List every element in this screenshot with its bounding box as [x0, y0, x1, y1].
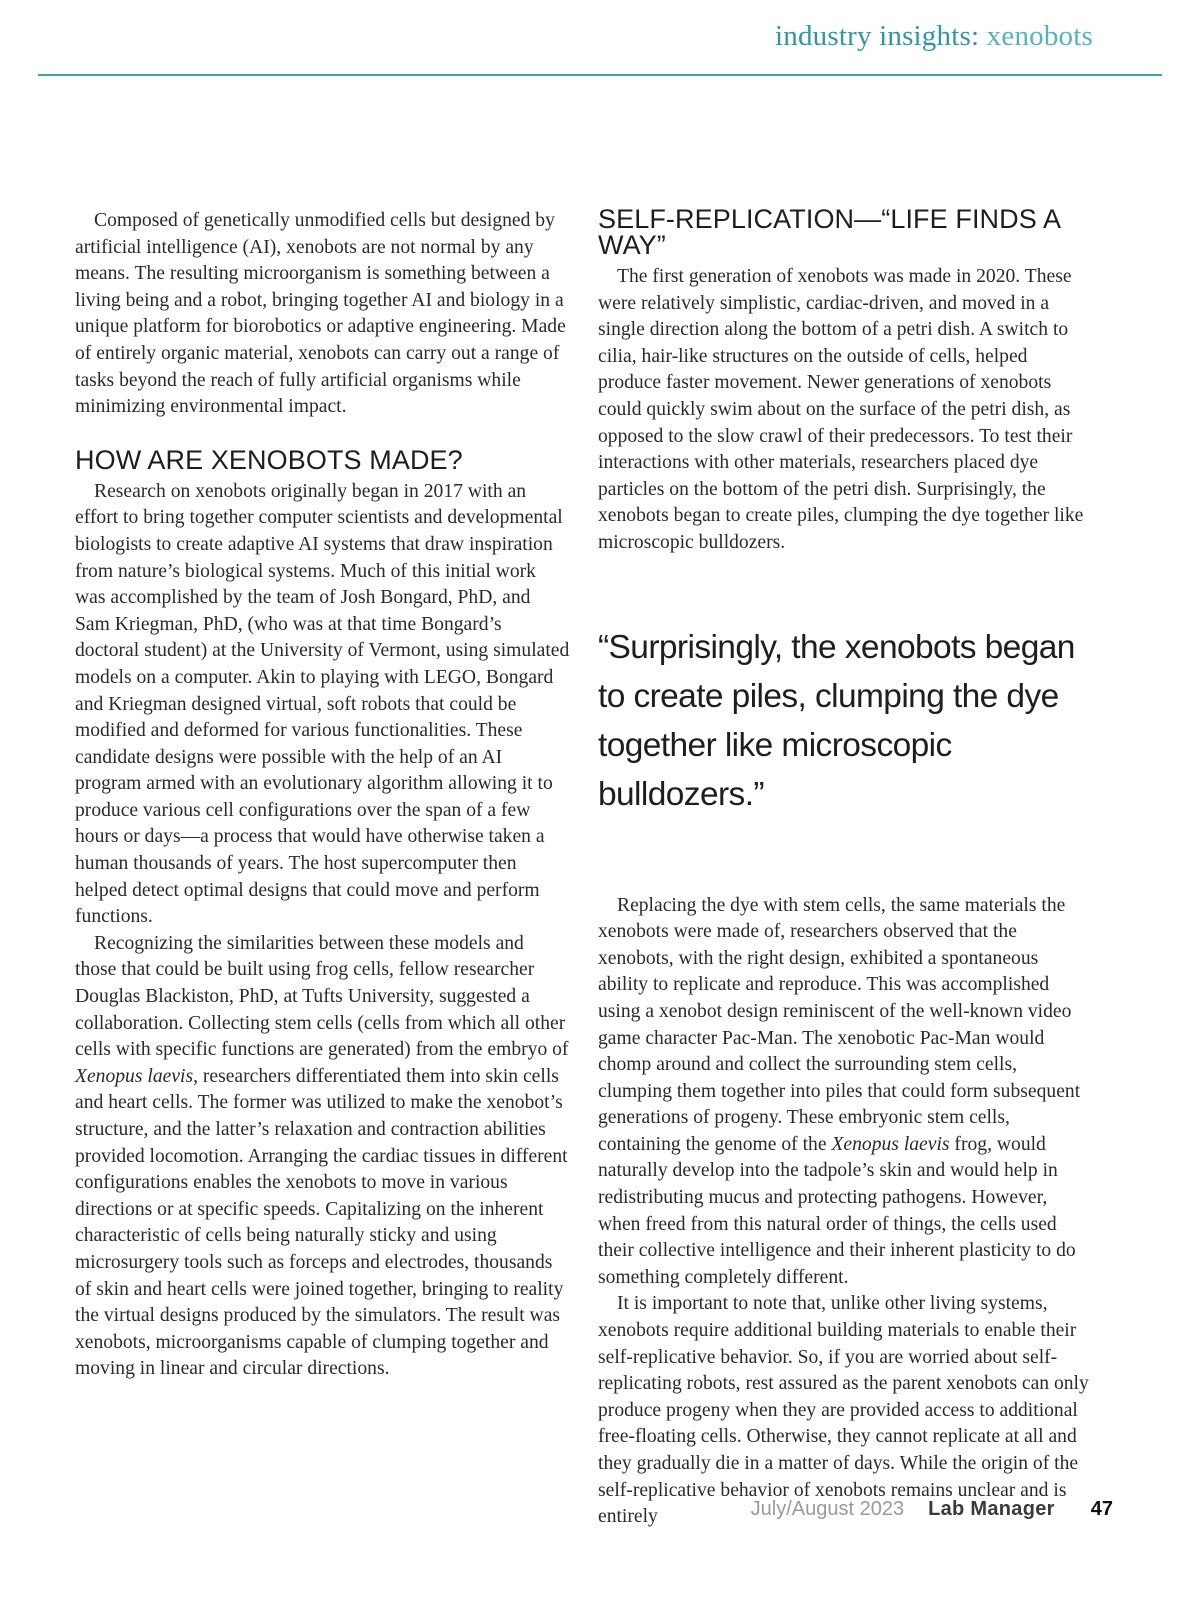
section-heading-how-made: HOW ARE XENOBOTS MADE? [75, 444, 463, 475]
text-run: Replacing the dye with stem cells, the same materials the xenobots were made of, researchers observed that the xenobots, with the right design, exhibited a spontaneous ability to replicate and reproduce. This was accomplished using a xenobot design reminiscent of the well-known video game character Pac-Man. The xenobotic Pac-Man would chomp around and collect the surrounding stem cells, clumping them together into piles that could form subsequent generations of progeny. These embryonic stem cells, containing the genome of the [598, 894, 1081, 1155]
species-name: Xenopus laevis [831, 1133, 950, 1155]
text-run: frog, would naturally develop into the tadpole’s skin and would help in redistributing mucus and protecting pathogens. However, when freed from this natural order of things, the cells used their collective intelligence and their inherent plasticity to do something completely different. [598, 1133, 1076, 1288]
species-name: Xenopus laevis [75, 1065, 194, 1087]
section-heading-self-replication: SELF-REPLICATION—“LIFE FINDS A WAY” [598, 204, 1060, 260]
magazine-name: Lab Manager [928, 1498, 1055, 1520]
right-column [598, 204, 1093, 1531]
page-number: 47 [1090, 1498, 1113, 1520]
body-paragraph [75, 931, 570, 1383]
section-topic: xenobots [986, 20, 1093, 52]
text-run: Recognizing the similarities between these models and those that could be built using frog cells, fellow researcher Douglas Blackiston, PhD, at Tufts University, suggested a collaboration. Collecting stem cells (cells from which all other cells with specific functions are generated) from the embryo of [75, 932, 569, 1061]
page-footer [751, 1498, 1113, 1521]
section-label: industry insights: [775, 20, 980, 52]
header-divider [38, 74, 1162, 76]
text-run: , researchers differentiated them into skin cells and heart cells. The former was utilized to make the xenobot’s structure, and the latter’s relaxation and contraction abilities provided locomotion. Arranging the cardiac tissues in different configurations enables the xenobots to move in various directions or at specific speeds. Capitalizing on the inherent characteristic of cells being naturally sticky and using microsurgery tools such as forceps and electrodes, thousands of skin and heart cells were joined together, bringing to reality the virtual designs produced by the simulators. The result was xenobots, microorganisms capable of clumping together and moving in linear and circular directions. [75, 1065, 568, 1380]
issue-date: July/August 2023 [750, 1498, 905, 1520]
body-paragraph [598, 893, 1093, 1292]
body-paragraph: The first generation of xenobots was made in 2020. These were relatively simplistic, cardiac-driven, and moved in a single direction along the bottom of a petri dish. A switch to cilia, hair-like structures on the outside of cells, helped produce faster movement. Newer generations of xenobots could quickly swim about on the surface of the petri dish, as opposed to the slow crawl of their predecessors. To test their interactions with other materials, researchers placed dye particles on the bottom of the petri dish. Surprisingly, the xenobots began to create piles, clumping the dye together like microscopic bulldozers. [598, 266, 1084, 553]
body-paragraph: It is important to note that, unlike other living systems, xenobots require additional building materials to enable their self-replicative behavior. So, if you are worried about self-replicating robots, rest assured as the parent xenobots can only produce progeny when they are provided access to additional free-floating cells. Otherwise, they cannot replicate at all and they gradually die in a matter of days. While the origin of the self-replicative behavior of xenobots remains unclear and is entirely [598, 1293, 1089, 1528]
section-kicker [775, 20, 1093, 53]
left-column [75, 208, 570, 1383]
pull-quote: “Surprisingly, the xenobots began to create piles, clumping the dye together like microscopic bulldozers.” [598, 628, 1075, 813]
intro-paragraph: Composed of genetically unmodified cells but designed by artificial intelligence (AI), xenobots are not normal by any means. The resulting microorganism is something between a living being and a robot, bringing together AI and biology in a unique platform for biorobotics or adaptive engineering. Made of entirely organic material, xenobots can carry out a range of tasks beyond the reach of fully artificial organisms while minimizing environmental impact. [75, 210, 566, 418]
body-paragraph: Research on xenobots originally began in 2017 with an effort to bring together computer scientists and developmental biologists to create adaptive AI systems that draw inspiration from nature’s biological systems. Much of this initial work was accomplished by the team of Josh Bongard, PhD, and Sam Kriegman, PhD, (who was at that time Bongard’s doctoral student) at the University of Vermont, using simulated models on a computer. Akin to playing with LEGO, Bongard and Kriegman designed virtual, soft robots that could be modified and deformed for various functionalities. These candidate designs were possible with the help of an AI program armed with an evolutionary algorithm allowing it to produce various cell configurations over the span of a few hours or days—a process that would have otherwise taken a human thousands of years. The host supercomputer then helped detect optimal designs that could move and perform functions. [75, 480, 570, 928]
